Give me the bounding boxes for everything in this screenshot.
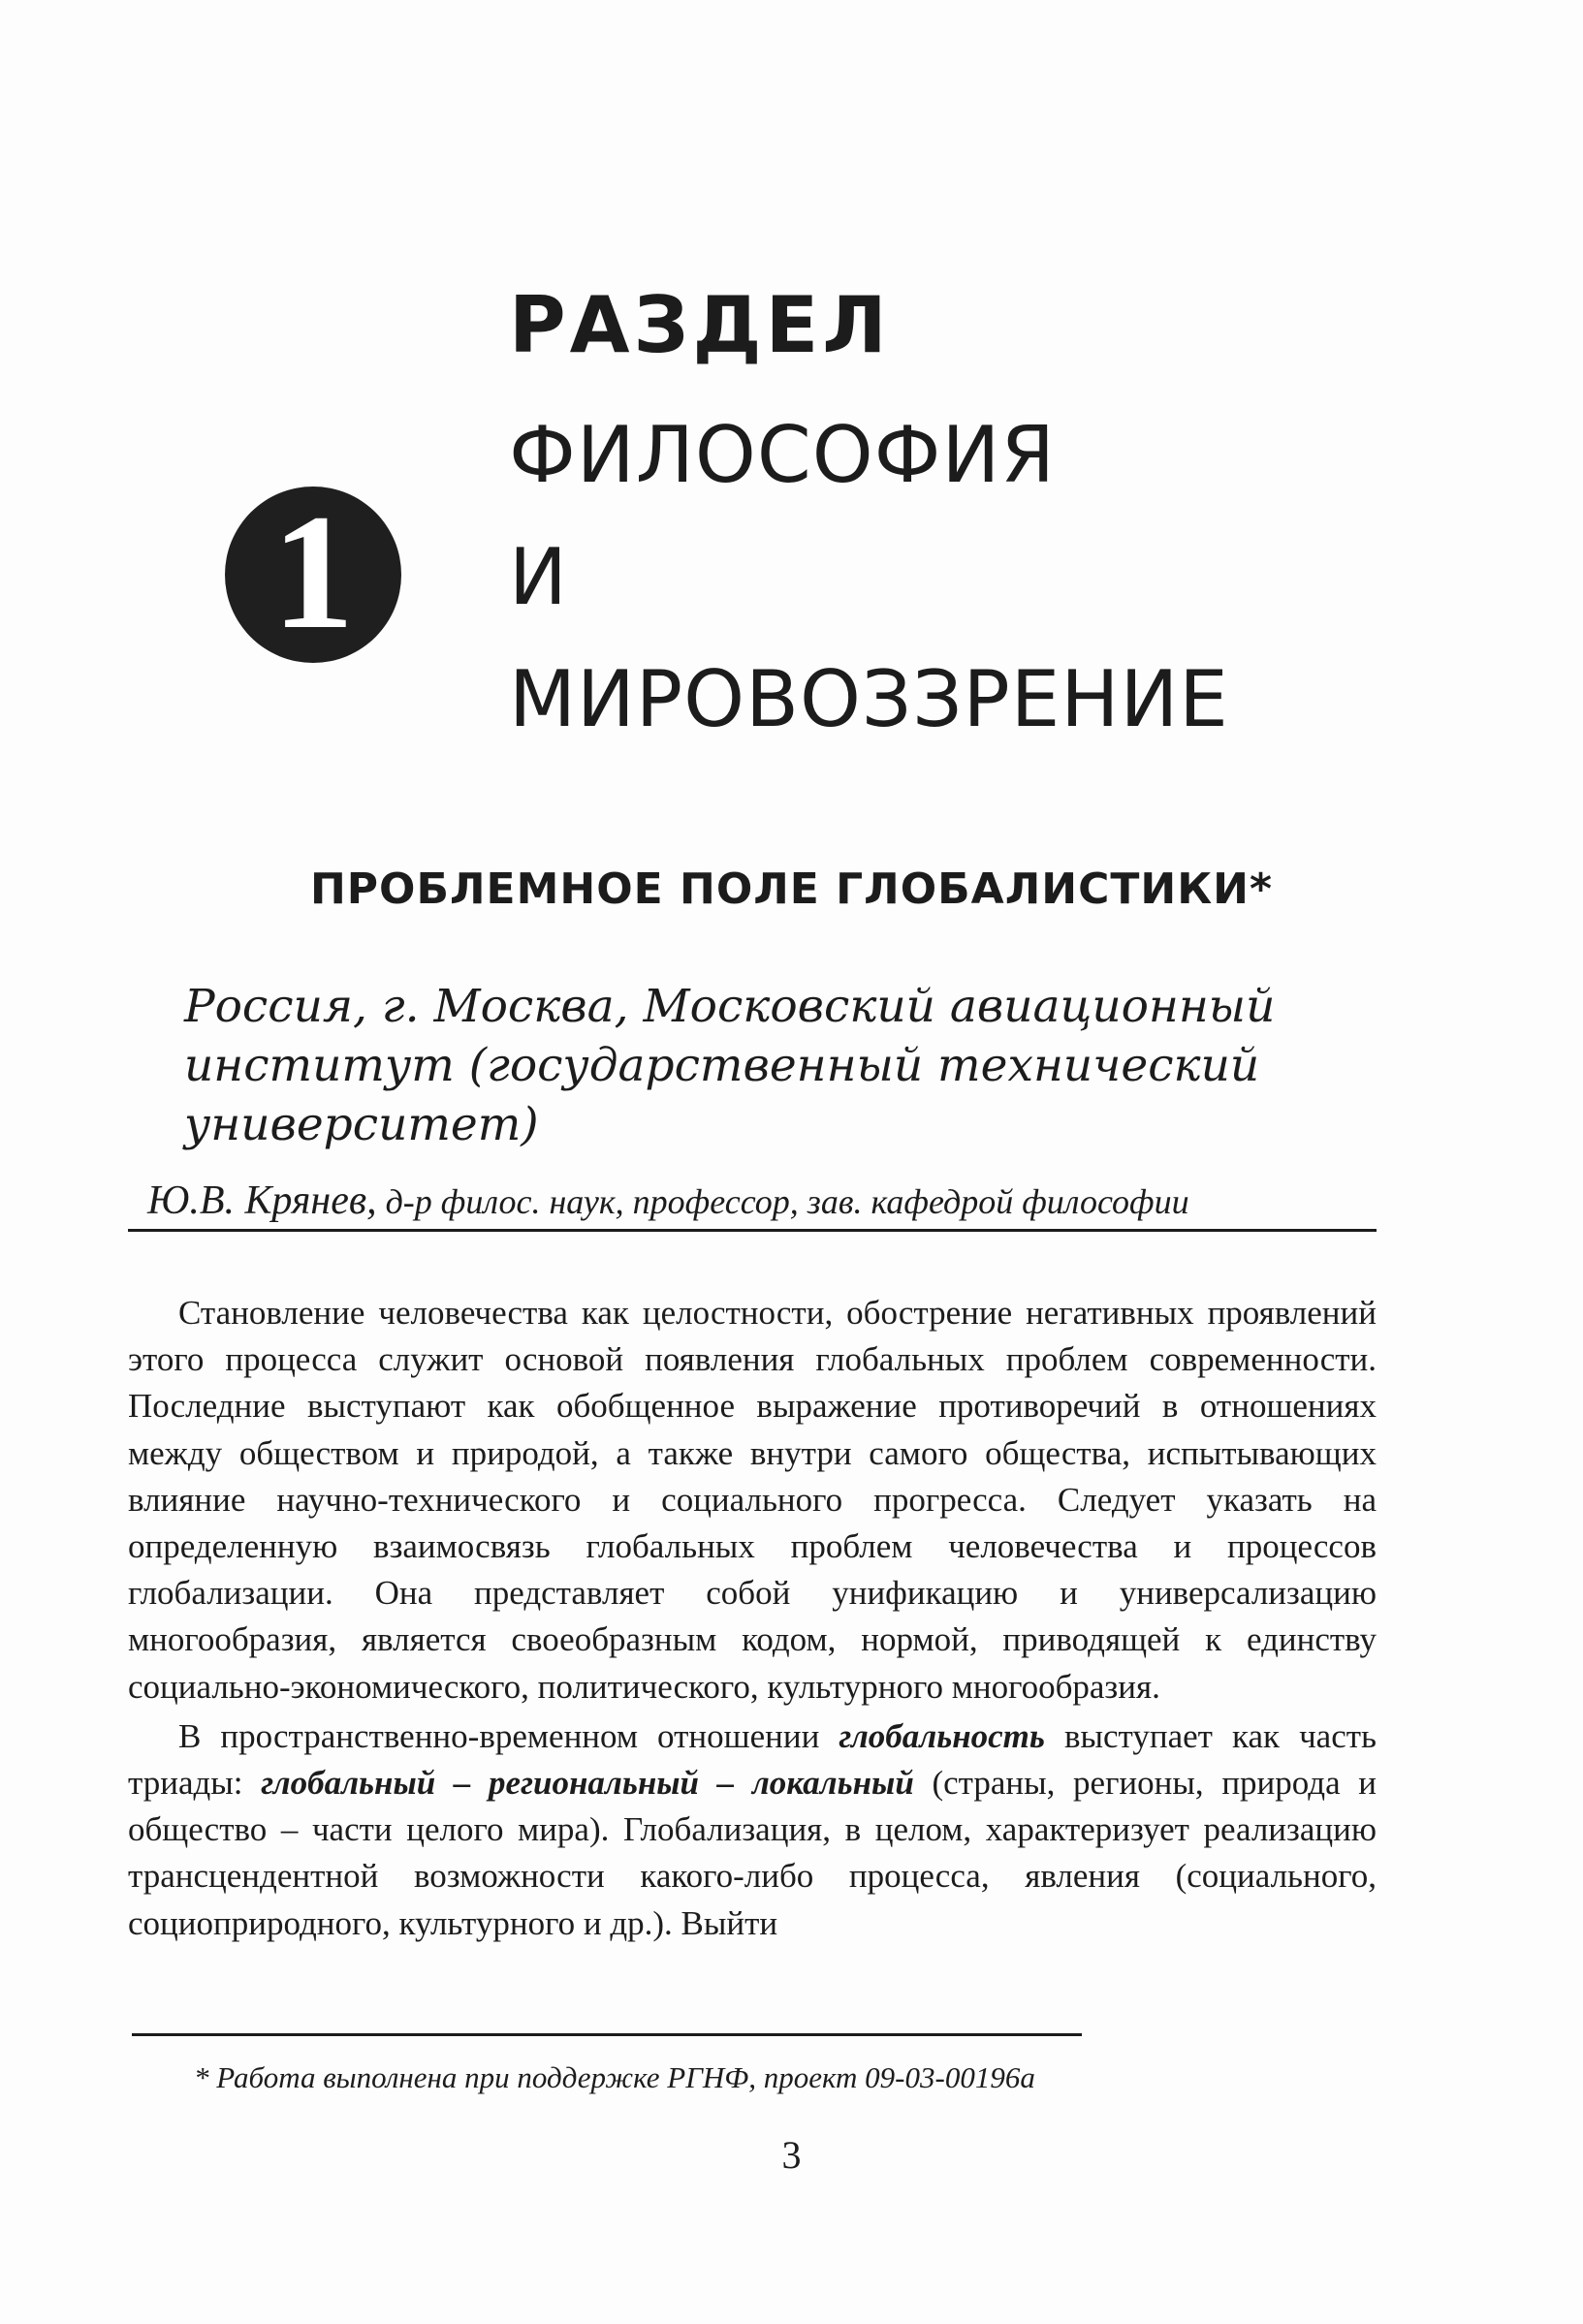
article-title: ПРОБЛЕМНОЕ ПОЛЕ ГЛОБАЛИСТИКИ* bbox=[309, 864, 1274, 914]
author-affiliation: Россия, г. Москва, Московский авиационный институт (государственный технический университет) bbox=[184, 980, 1276, 1151]
author-line bbox=[147, 1180, 1377, 1221]
footnote: * Работа выполнена при поддержке РГНФ, проект 09-03-00196а bbox=[194, 2060, 1035, 2094]
paragraph-2-text-1: В пространственно-временном отношении bbox=[178, 1716, 839, 1755]
section-title-line-1: ФИЛОСОФИЯ bbox=[509, 410, 1056, 500]
author-details: д-р филос. наук, профессор, зав. кафедрой философии bbox=[385, 1182, 1189, 1221]
body-paragraph-1: Становление человечества как целостности, обострение негативных проявлений этого процесса служит основой появления глобальных проблем современности. Последние выступают как обобщенное выражение противоречий в отношениях между обществом и природой, а также внутри самого общества, испытывающих влияние научно-технического и социального прогресса. Следует указать на определенную взаимосвязь глобальных проблем человечества и процессов глобализации. Она представляет собой унификацию и универсализацию многообразия, является своеобразным кодом, нормой, приводящей к единству социально-экономического, политического, культурного многообразия. bbox=[128, 1294, 1377, 1706]
paragraph-2-text-3: (страны, регионы, природа и общество – части целого мира). Глобализация, в целом, характеризует реализацию трансцендентной возможности какого-либо процесса, явления (социального, социоприродного, культурного и др.). Выйти bbox=[128, 1764, 1377, 1942]
section-label: РАЗДЕЛ bbox=[509, 280, 891, 370]
term-globalnost: глобальность bbox=[839, 1716, 1045, 1755]
section-number: 1 bbox=[271, 481, 355, 663]
author-name: Ю.В. Крянев, bbox=[147, 1178, 377, 1223]
footnote-divider bbox=[132, 2033, 1082, 2036]
page-number: 3 bbox=[781, 2133, 802, 2177]
section-title-line-2: И bbox=[509, 532, 568, 622]
body-paragraph-2 bbox=[128, 1713, 1377, 1947]
author-divider bbox=[128, 1229, 1377, 1232]
term-triad: глобальный – региональный – локальный bbox=[261, 1764, 914, 1803]
paragraph-2-text-2: выступает как часть триады: bbox=[128, 1716, 1377, 1803]
section-title-line-3: МИРОВОЗЗРЕНИЕ bbox=[509, 654, 1229, 744]
article-body bbox=[128, 1290, 1377, 1947]
section-number-badge bbox=[225, 481, 401, 663]
